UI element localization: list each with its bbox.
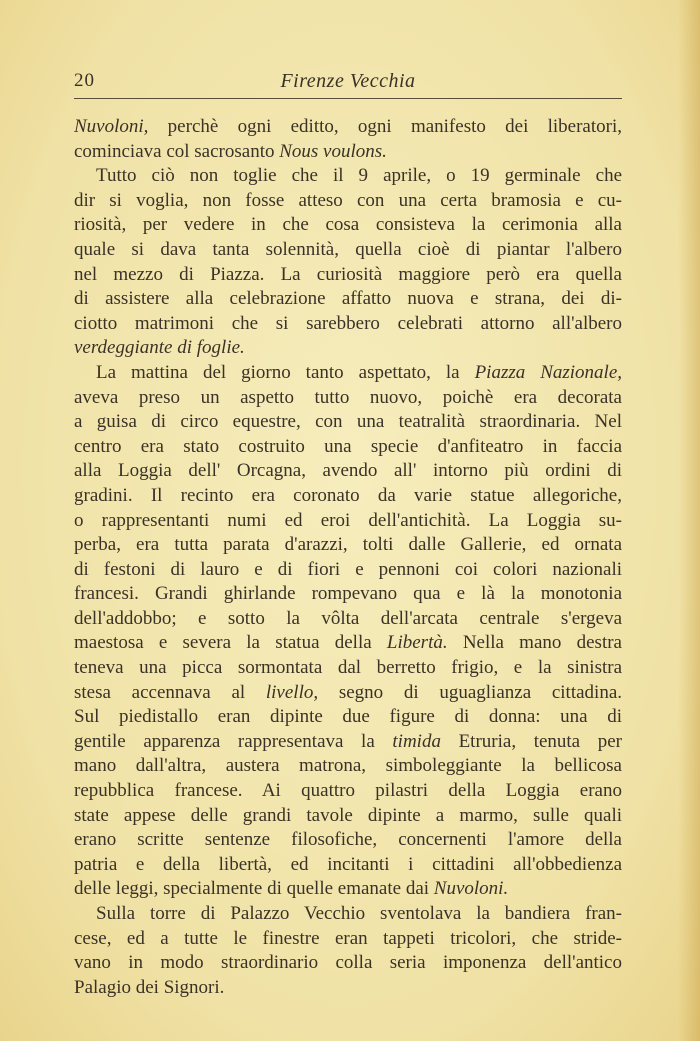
text-run: centro era stato costruito una specie d'anfiteatro in faccia [74,435,622,457]
text-run: cese, ed a tutte le finestre eran tappeti tricolori, che stride- [74,927,622,949]
text-line [74,263,622,288]
text-line [74,336,622,361]
text-run: dell'addobbo; e sotto la vôlta dell'arcata centrale s'ergeva [74,607,622,629]
page-edge-shadow [678,0,700,1041]
text-line [74,730,622,755]
text-line [74,115,622,140]
text-line [74,779,622,804]
text-run: Tutto ciò non toglie che il 9 aprile, o 19 germinale che [96,165,622,187]
text-line [74,164,622,189]
text-line [74,828,622,853]
text-line [74,484,622,509]
paragraph [74,361,622,902]
italic-text: livello, [265,681,319,703]
text-line [74,312,622,337]
text-line [74,140,622,165]
paragraph [74,115,622,164]
text-run: repubblica francese. Ai quattro pilastri della Loggia erano [74,780,622,802]
text-run: riosità, per vedere in che cosa consisteva la cerimonia alla [74,214,622,236]
text-line [74,656,622,681]
text-run: maestosa e severa la statua della [74,632,387,654]
text-run: Sul piedistallo eran dipinte due figure di donna: una di [74,706,622,728]
text-line [74,853,622,878]
italic-text: Nous voulons. [279,140,387,162]
text-run: di assistere alla celebrazione affatto nuova e strana, dei di- [74,288,622,310]
text-line [74,705,622,730]
text-run: o rappresentanti numi ed eroi dell'antichità. La Loggia su- [74,509,622,531]
text-line [74,189,622,214]
running-title: Firenze Vecchia [280,70,416,92]
text-run: ciotto matrimoni che si sarebbero celebrati attorno all'albero [74,312,622,334]
page-number: 20 [74,70,95,91]
text-line [74,533,622,558]
text-line [74,877,622,902]
text-run: Sulla torre di Palazzo Vecchio sventolava la bandiera fran- [96,903,622,924]
paragraph [74,902,622,1000]
text-run: segno di uguaglianza cittadina. [318,681,622,703]
text-line [74,238,622,263]
text-run: La mattina del giorno tanto aspettato, la [96,361,475,383]
text-line [74,386,622,411]
text-line [74,435,622,460]
text-run: erano scritte sentenze filosofiche, concernenti l'amore della [74,829,622,851]
text-line [74,976,622,1001]
text-run: vano in modo straordinario colla seria imponenza dell'antico [74,952,622,974]
text-run: alla Loggia dell' Orcagna, avendo all' intorno più ordini di [74,460,622,482]
body-text [74,115,622,1000]
text-line [74,410,622,435]
italic-text: timida [392,730,441,752]
paragraph [74,164,622,361]
italic-text: Piazza Nazionale, [474,361,622,383]
text-line [74,582,622,607]
text-run: perchè ogni editto, ogni manifesto dei liberatori, [148,116,622,137]
text-run: di festoni di lauro e di fiori e pennoni coi colori nazionali [74,558,622,580]
text-run: mano dall'altra, austera matrona, simboleggiante la bellicosa [74,755,622,777]
text-run: perba, era tutta parata d'arazzi, tolti dalle Gallerie, ed ornata [74,534,622,556]
text-line [74,558,622,583]
text-line [74,631,622,656]
text-line [74,509,622,534]
text-run: gentile apparenza rappresentava la [74,730,393,752]
text-run: francesi. Grandi ghirlande rompevano qua e là la monotonia [74,583,622,605]
text-line [74,754,622,779]
text-line [74,607,622,632]
text-run: patria e della libertà, ed incitanti i cittadini all'obbedienza [74,853,622,875]
text-run: quale si dava tanta solennità, quella cioè di piantar l'albero [74,238,622,260]
text-line [74,287,622,312]
text-run: Etruria, tenuta per [440,730,622,752]
text-run: gradini. Il recinto era coronato da varie statue allegoriche, [74,484,622,506]
text-line [74,804,622,829]
text-run: delle leggi, specialmente di quelle emanate dai [74,878,434,900]
text-run: cominciava col sacrosanto [74,140,280,162]
text-line [74,902,622,927]
page-header [74,70,622,94]
text-run: aveva preso un aspetto tutto nuovo, poichè era decorata [74,386,622,408]
text-line [74,927,622,952]
text-run: Palagio dei Signori. [74,976,225,998]
header-rule [74,98,622,99]
text-run: teneva una picca sormontata dal berretto frigio, e la sinistra [74,657,622,679]
text-run: Nella mano destra [447,632,622,654]
text-line [74,459,622,484]
italic-text: verdeggiante di foglie. [74,337,245,359]
text-line [74,951,622,976]
text-run: stesa accennava al [74,681,266,703]
text-line [74,681,622,706]
italic-text: Nuvoloni. [433,878,509,900]
text-run: a guisa di circo equestre, con una teatralità straordinaria. Nel [74,411,622,433]
italic-text: Libertà. [386,632,448,654]
text-run: state appese delle grandi tavole dipinte a marmo, sulle quali [74,804,622,826]
text-run: dir si voglia, non fosse atteso con una certa bramosia e cu- [74,189,622,211]
text-run: nel mezzo di Piazza. La curiosità maggiore però era quella [74,263,622,285]
text-line [74,213,622,238]
italic-text: Nuvoloni, [74,116,149,137]
text-line [74,361,622,386]
